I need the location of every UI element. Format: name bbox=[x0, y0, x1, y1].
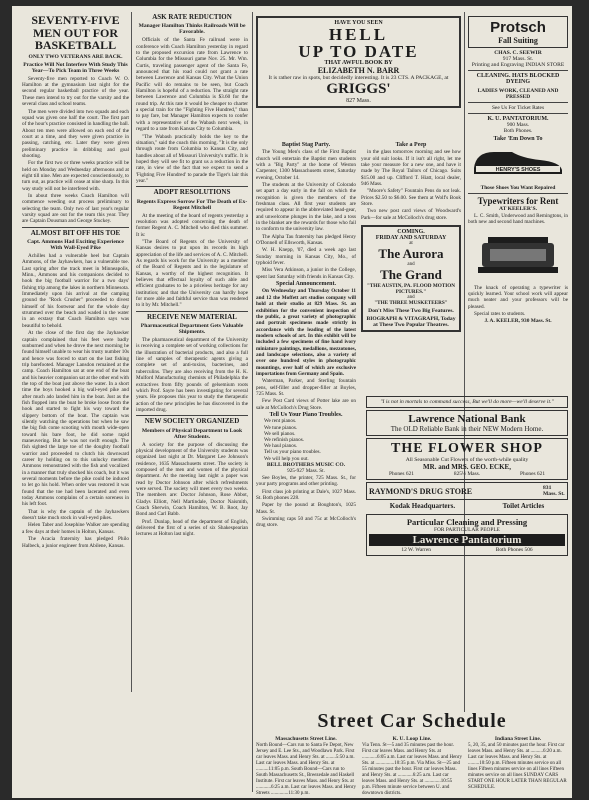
ad-title: Lawrence National Bank bbox=[408, 413, 526, 425]
article-paragraph: The students at the University of Colorado set apart a day early in the fall on which the recognition is given the members of the freshman class. All first year students are required to appear in the abbreviated head-gear, and unwelcome plunges in the lake, and a toss in the blanket are the rewards for those who fail to conform to the university law. bbox=[256, 182, 356, 233]
article-paragraph: The men were divided into two squads and each squad was given one half the court. The first part of the hour's practice consisted in handling the ball. About ten men were allowed on each end of the court at a time, and they were given practice in passing, catching, etc. Later they were given preliminary practice in dribbling and goal shooting. bbox=[22, 108, 129, 159]
ad-line: CLEANING. HATS BLOCKED DYEING bbox=[476, 73, 560, 85]
column-ads bbox=[468, 14, 568, 394]
article-paragraph: On Wednesday and Thursday October 11 and 12 the Moffett art studios company will hold at their studio at 829 Mass. St. an exhibition for the convenient inspection of the public, a great variety of photographic and portrait specimens made strictly in accordance with the leading of the latest modern schools of art. In this exhibit will be included a few specimens of fine hand ivory miniature paintings, medallions, mezzotones, and landscape selections, also a variety of over one hundred styles in photographic mountings, over half of which are exclusive importations from Germany and Spain. bbox=[256, 288, 356, 377]
article-paragraph: See Boyles, the printer, 725 Mass. St., for your party programs and other printing. bbox=[256, 474, 356, 488]
ad-line: and bbox=[407, 262, 415, 268]
ad-line: Both Phones. bbox=[503, 128, 533, 134]
ad-raymond-line bbox=[366, 502, 568, 510]
ad-line: Those Shoes You Want Repaired bbox=[480, 185, 556, 191]
ad-title: Protsch bbox=[490, 19, 546, 36]
ad-line: The OLD Reliable Bank in their NEW Modern Home. bbox=[390, 425, 544, 433]
column-middle bbox=[256, 14, 461, 704]
ad-line: AT KEELER'S. bbox=[498, 206, 538, 212]
ad-line: Toilet Articles bbox=[502, 502, 545, 510]
article-paragraph: A society for the purpose of discussing the physical development of the University students was organized last night at Dr. Margaret Lee Johnson's residence, 1635 Massachusetts street. The society is composed of the men and women of the physical department. At the meeting last night a paper was read by Doctor Johnson after which refreshments were served. The society will meet every two weeks. The members are: Doctor Johnson, Rose Abbot, Gladys Elliott, Nell Martindale, Doctor Naismith, Coach Sherwin, Coach Hamilton, W. B. Root, Jay Bond and Carl Babb. bbox=[136, 441, 248, 518]
ad-line: 12 W. Warren bbox=[401, 547, 431, 553]
ad-title: RAYMOND'S DRUG STORE bbox=[369, 486, 473, 496]
article-paragraph: Two new post card views of Woodward's Park—for sale at McColloch's drug store. bbox=[361, 208, 461, 221]
divider bbox=[136, 415, 248, 416]
typewriter-icon bbox=[468, 229, 568, 277]
subhead: Manager Hamilton Thinks Railroads Will be Favorable. bbox=[138, 23, 246, 36]
schedule-massachusetts bbox=[256, 736, 356, 797]
ad-line bbox=[369, 547, 565, 553]
newspaper-page bbox=[12, 6, 572, 798]
headline-toe: ALMOST BIT OFF HIS TOE bbox=[30, 228, 121, 237]
list-item: Tell us your piano troubles. bbox=[264, 449, 321, 456]
headline-material: RECEIVE NEW MATERIAL bbox=[147, 312, 237, 321]
ad-line: Fall Suiting bbox=[498, 36, 538, 45]
ad-title: Typewriters for Rent bbox=[477, 196, 559, 206]
ad-line: Both Phones 506 bbox=[495, 547, 533, 553]
ad-seewir bbox=[468, 50, 568, 68]
article-paragraph: Miss Vera Atkinson, a junior in the College, spent last Saturday with friends in Kansas City. bbox=[256, 267, 356, 280]
article-paragraph: "Moore's Safety" Fountain Pens do not leak. Prices $2.50 to $6.00. See them at Wolf's Book Store. bbox=[361, 188, 461, 208]
ad-paragraph: L. C. Smith, Underwood and Remingtons, in both new and second hand machines. bbox=[468, 213, 568, 226]
ad-line: BIOGRAPH & VITAGRAPH, Today at These Two Popular Theatres. bbox=[366, 316, 456, 329]
ad-line: 831 Mass. St. bbox=[543, 485, 565, 497]
ad-paragraph: Special rates to students. bbox=[474, 311, 526, 318]
ad-line: LADIES WORK, CLEANED AND PRESSED bbox=[477, 88, 559, 100]
piano-list bbox=[256, 418, 356, 462]
ad-line: "THE AUSTIN, PA. FLOOD MOTION PICTURES." bbox=[366, 283, 456, 296]
article-paragraph: Few Post Card views of Potter lake are on sale at McColloch's Drug Store. bbox=[256, 398, 356, 411]
column-rule bbox=[464, 12, 465, 712]
ad-line: 917 Mass. St. bbox=[502, 56, 534, 62]
subhead: Members of Physical Department to Look After Students. bbox=[141, 427, 243, 440]
ad-store: GRIGGS' bbox=[326, 81, 391, 97]
article-paragraph: The Acacia fraternity has pledged Philo Halbeck, a junior engineer from Abilene, Kansas. bbox=[22, 536, 129, 549]
ad-line: HAVE YOU SEEN bbox=[334, 20, 383, 26]
ad-line: and bbox=[407, 295, 415, 301]
ad-line: All Seasonable Cut Flowers of the worth-while quality bbox=[405, 457, 529, 463]
ad-line bbox=[369, 471, 565, 477]
bell-address: 925-927 Mass. St. bbox=[287, 467, 325, 474]
ad-aurora-grand bbox=[361, 225, 461, 332]
ad-line: THAT AWFUL BOOK BY bbox=[324, 60, 393, 66]
article-paragraph: The Young Men's class of the First Baptist church will entertain the Baptist men students with a "Big Party" at the home of Weston Carpenter, 1300 Massachusetts street, Saturday evening, October 14. bbox=[256, 149, 356, 181]
ad-line: "THE THREE MUSKETEERS" bbox=[374, 300, 448, 307]
article-paragraph: At the close of the first day the Jayhawker captain complained that his feet were badly sunburned and when he drove the next morning he found himself unable to wear his trusty number 10s and hence was forced to start on the last fishing trip barefooted. Manager Lansdon remained at the camp. Coach Hamilton sat at one end of the boat and his heavier companion sat at the other end with the top of the boat just above the water. In a short time the boys hooked a big wall-eyed pike and after much ado landed him in the boat. Just as the fish flopped into the boat he broke loose from the hook and started to fight his way toward the slippery bottom of the boat. The captain was silently watching the operations but when he saw the big fish come scooting with mouth wide-open toward his bare foot, he did some rapid maneuvering. But he was not swift enough. The fish sighted the large toe of the doughty football warrior and proceeded to clutch his downward career by holding on to this unlucky member. Ammons remonstrated with the fish and vocalized in a manner that truly shocked his coach, but it was several moments before the pike could be induced to let go his hold. When order was restored it was found that the toe had been lacerated and even today Ammons complains of a certain soreness in his left foot. bbox=[22, 330, 129, 508]
ad-raymond bbox=[366, 482, 568, 500]
shoe-icon bbox=[468, 144, 568, 178]
headline: Tell Us Your Piano Troubles. bbox=[269, 412, 343, 418]
ad-line: 825½ Mass. bbox=[453, 471, 481, 477]
list-item: We haul pianos. bbox=[264, 443, 298, 450]
column-basketball bbox=[22, 14, 129, 798]
schedule-text: North Bound—Cars run to Santa Fe Depot, New Jersey and E. Lee Sts., and Woodlawn Park. First car leaves Mass. and Henry Sts. at ........5:50 a.m. Last car leaves Mass. and Henry Sts. at ..........11:05 p.m. South Bound—Cars run to South Massachusetts St., Breezedale and Haskell Institute. First car leaves Mass. and Henry Sts. at ............6:25 a.m. Last car leaves Mass. and Henry Streets ..............11:30 p.m. bbox=[256, 742, 356, 797]
column-rate bbox=[136, 14, 248, 798]
list-item: We rent pianos. bbox=[264, 418, 297, 425]
ad-theatre: The Grand bbox=[380, 267, 442, 283]
article-paragraph: Paper by the pound at Boughton's, 1025 Mass. St. bbox=[256, 502, 356, 515]
headline: Baptist Stag Party. bbox=[281, 142, 331, 148]
ad-line: COMING. bbox=[397, 229, 425, 236]
ad-line: Phones 621 bbox=[520, 471, 546, 477]
article-paragraph: in the glass tomorrow morning and see how your old suit looks. If it isn't all right, let me take your measure for a new one, and have it made by The Royal Tailors of Chicago. Suits $15.00 and up. Clifford T. Hiatt, local dealer, 946 Mass. bbox=[361, 149, 461, 188]
bell-brothers: BELL BROTHERS MUSIC CO. bbox=[266, 461, 346, 468]
ad-paragraph: The knack of operating a typewriter is quickly learned. Your school work will appear much neater and your professors will be pleased. bbox=[468, 284, 568, 310]
ad-line: Printing and Engraving INDIAN STORE bbox=[471, 62, 565, 68]
article-paragraph: Officials of the Santa Fe railroad were in conference with Coach Hamilton yesterday in regard to the proposed excursion rate from Lawrence to Columbia for the Missouri game Nov. 25. Mr. Wm. Curtis, traveling passenger agent of the Santa Fe, announced that his road could not grant a rate between Lawrence and Kansas City. What the Union Pacific will do remains to be seen, but Coach Hamilton is hopeful of a reduction. The straight rate between Lawrence and Columbia is $3.60 for the round trip. At this rate it would be cheaper to charter a special train for the "Fighting Five Hundred," than to pay fare, but Manager Hamilton expects to confer with a representative of the Wabash next week, in regard to a rate from Kansas City to Columbia. bbox=[136, 37, 248, 133]
article-paragraph: In about three weeks Coach Hamilton will commence weeding out process preliminary to selecting the team. Only two of last year's regular varsity squad are out for the team this year. They are Captain Dousman and George Stuckey. bbox=[22, 192, 129, 225]
article-paragraph: First class job printing at Dale's, 1027 Mass. St. Both phones 228. bbox=[256, 488, 356, 501]
schedule-head: K. U. Loop Line. bbox=[392, 736, 432, 742]
quote: "I is not in mortals to command success, But we'll do more—we'll deserve it." bbox=[366, 396, 568, 408]
headline-basketball: SEVENTY-FIVE MEN OUT FOR BASKETBALL bbox=[31, 14, 120, 53]
ad-line: See Us For Ticket Rates bbox=[491, 105, 545, 111]
ad-line: MR. and MRS. GEO. ECKE, bbox=[423, 463, 511, 471]
ad-title: THE FLOWER SHOP bbox=[391, 441, 543, 456]
divider bbox=[136, 311, 248, 312]
middle-left-column bbox=[256, 142, 356, 530]
ad-title: UP TO DATE bbox=[298, 42, 419, 61]
ad-title: Lawrence Pantatorium bbox=[369, 534, 565, 546]
divider bbox=[468, 193, 568, 194]
article-paragraph: "The Wabash practically holds the key to the situation," said the coach this morning. "It is the only through route from Columbia to Kansas City, and handles about all of Missouri University's traffic. It is hoped they will see fit to grant us a reduction in the rate, in view of the fact that we expect to send a 'Fighting Five Hundred' to parade the Tiger's lair this year." bbox=[136, 133, 248, 184]
ad-line: FOR PARTICULAR PEOPLE bbox=[434, 527, 500, 533]
article-paragraph: That is why the captain of the Jayhawkers doesn't take much stock in wall-eyed pikes. bbox=[22, 508, 129, 522]
article-paragraph: Prof. Dunlap, head of the department of English, delivered the first of a series of six Shakespearian lectures at Holton last night. bbox=[136, 518, 248, 538]
schedule-indiana bbox=[468, 736, 568, 791]
ad-bank bbox=[366, 410, 568, 436]
headline: Special Announcement. bbox=[275, 281, 336, 288]
divider bbox=[468, 113, 568, 114]
list-item: We refinish pianos. bbox=[264, 437, 305, 443]
schedule-text: Via Tenn. St—5 and 35 minutes past the hour. First car leaves Mass. and Henry Sts. at ............6:05 a.m. Last car leaves Mass. and Henry Sts. at ...............10:35 p.m. Via Miss. St—25 and 55 minutes past the hour. First car leaves Mass. and Henry Sts. at ............6:25 a.m. Last car leaves Mass. and Henry Sts. at .............10:55 p.m. Fifteen minute service between U. and downtown districts. bbox=[362, 742, 462, 797]
ad-hell-up-to-date bbox=[256, 16, 461, 108]
ad-title: Particular Cleaning and Pressing bbox=[406, 517, 528, 527]
article-paragraph: At the meeting of the board of regents yesterday a resolution was adopted concerning the death of former Regent A. C. Mitchell who died this summer. It is: bbox=[136, 212, 248, 238]
wide-ads bbox=[366, 394, 568, 558]
article-paragraph: W. H. Knepp, '07, died a week ago last Sunday morning in Kansas City, Mo., of typhoid fever. bbox=[256, 247, 356, 267]
middle-right-column bbox=[361, 142, 461, 334]
divider bbox=[468, 70, 568, 71]
ad-line: 900 Mass. bbox=[506, 122, 530, 128]
list-item: We sell pianos. bbox=[264, 430, 296, 437]
ad-line: Don't Miss These Two Big Features. bbox=[368, 308, 454, 315]
article-paragraph: Achilles had a vulnerable heel but Captain Ammons, of the Jayhawkers, has a vulnerable toe. Last spring after the track meet in Minneapolis, Minn., Ammons and his companions decided to hook the big football warrior for a two days' fishing trip among the lakes in northern Minnesota. Immediately upon his arrival at the camping ground the "Rock Crusher" proceeded to divest himself of his footwear and for the whole day strummed over the beach and waded in the water in an ecstasy that Coach Hamilton says was beautiful to behold. bbox=[22, 253, 129, 329]
schedule-text: 5, 20, 35, and 50 minutes past the hour. First car leaves Mass. and Henry Sts. at ..........6:20 a.m. Last car leaves Mass. and Henry Sts. at .........10:50 p.m. Fifteen minutes service on all lines Fifteen minutes service on all lines Fifteen minutes service on all lines SUNDAY CARS START ONE HOUR LATER THAN REGULAR SCHEDULE. bbox=[468, 742, 567, 791]
ad-line: at bbox=[409, 241, 413, 247]
ad-theatre: The Aurora bbox=[378, 246, 444, 262]
ad-flower bbox=[366, 438, 568, 480]
headline: Take a Peep bbox=[395, 142, 427, 148]
schedule-head: Indiana Street Line. bbox=[494, 736, 542, 742]
ad-title: HELL bbox=[328, 25, 389, 44]
schedule-loop bbox=[362, 736, 462, 797]
ad-line: It is rather raw in spots, but decidedly interesting. It is 23 CTS. A PACKAGE, at bbox=[268, 75, 449, 81]
list-item: We will help you out. bbox=[264, 455, 309, 462]
ad-line: Kodak Headquarters. bbox=[389, 502, 456, 510]
ad-address: 827 Mass. bbox=[346, 98, 371, 104]
ad-line: FRIDAY AND SATURDAY bbox=[375, 235, 447, 242]
article-paragraph: Helen Taber and Josephine Walker are spending a few days at their homes in Holton, Kansas. bbox=[22, 522, 129, 535]
list-item: We tune pianos. bbox=[264, 424, 298, 431]
subhead: Regents Express Sorrow For The Death of Ex-Regent Mitchell bbox=[136, 198, 248, 211]
subhead: Capt. Ammons Had Exciting Experience With Wall-Eyed Pike bbox=[27, 239, 124, 252]
column-rule bbox=[131, 12, 132, 692]
column-rule bbox=[252, 12, 253, 792]
ad-author: ELIZABETH N. BARR bbox=[317, 66, 400, 75]
schedule-title: Street Car Schedule bbox=[317, 710, 507, 732]
ad-line: Take 'Em Down To bbox=[493, 136, 543, 142]
divider bbox=[468, 102, 568, 103]
article-paragraph: Waterman, Parker, and Sterling fountain pens, self-filler and dropper-filler at Boyles, 725 Mass. St. bbox=[256, 378, 356, 397]
article-paragraph: The pharmaceutical department of the University is receiving a complete set of working collections for the illustration of bacterial products, and also a full line of samples of therapeutic agents giving a complete set of anti-toxins, bacterines, and tuberculins. They are also receiving from the H. K. Mulford Manufacturing chemists of Philadelphia the extractives from fifty pounds of gelsemium roots which Prof. Sayre has been investigating for several years. He proposes this year to study the therapeutic action of the new principles he has discovered in the imported drug. bbox=[136, 337, 248, 413]
article-paragraph: Swimming caps 50 and 75c at McColloch's drug store. bbox=[256, 516, 356, 529]
headline-rate: ASK RATE REDUCTION bbox=[152, 14, 232, 21]
divider bbox=[22, 227, 129, 228]
shoe-brand: HENRY'S SHOES bbox=[495, 167, 541, 173]
subhead: Pharmaceutical Department Gets Valuable Shipments. bbox=[140, 323, 244, 336]
headline-resolutions: ADOPT RESOLUTIONS bbox=[153, 188, 231, 197]
ad-line: CHAS. C. SEEWIR bbox=[494, 50, 542, 56]
ad-line: J. A. KEELER, 930 Mass. St. bbox=[484, 318, 552, 325]
article-paragraph: Seventy-five men reported to Coach W. O. Hamilton at the gymnasium last night for the second regular basketball practice of the year. These men intend to try out for the varsity and the several class and school teams. bbox=[22, 75, 129, 108]
subhead: ONLY TWO VETERANS ARE BACK. bbox=[28, 53, 123, 60]
article-paragraph: "The Board of Regents of the University of Kansas desires to put upon its records its high appreciation of the life and services of A. C. Mitchell. As regards his work for the University as a member of the Board of Regents and in the legislature of Kansas, a worthy of the highest recognition. It believes that effectual loyalty of such able and efficient graduates to be a priceless heritage for any institution; and that the University can hardly hope for more able and faithful service than was rendered to it by Mr. Mitchell." bbox=[136, 238, 248, 309]
ad-line: Phones 621 bbox=[388, 471, 414, 477]
article-paragraph: For the first two or three weeks practice will be held on Monday and Wednesday afternoons and at eight till nine. Men are expected conscientiously, to turn out, as practice will cease at nine sharp. In this way study will not be interfered with. bbox=[22, 160, 129, 192]
headline-society: NEW SOCIETY ORGANIZED bbox=[144, 417, 240, 426]
divider bbox=[136, 186, 248, 187]
ad-line: K. U. PANTATORIUM. bbox=[487, 116, 549, 122]
ad-protsch bbox=[468, 16, 568, 48]
article-paragraph: The Alpha Tau fraternity has pledged Henry O'Donnell of Ellsworth, Kansas. bbox=[256, 233, 356, 247]
ad-pantatorium bbox=[366, 514, 568, 556]
subhead: Practice Will Not Interfere With Study This Year—To Pick Team in Three Weeks bbox=[23, 61, 128, 74]
schedule-head: Massachusetts Street Line. bbox=[275, 736, 337, 742]
